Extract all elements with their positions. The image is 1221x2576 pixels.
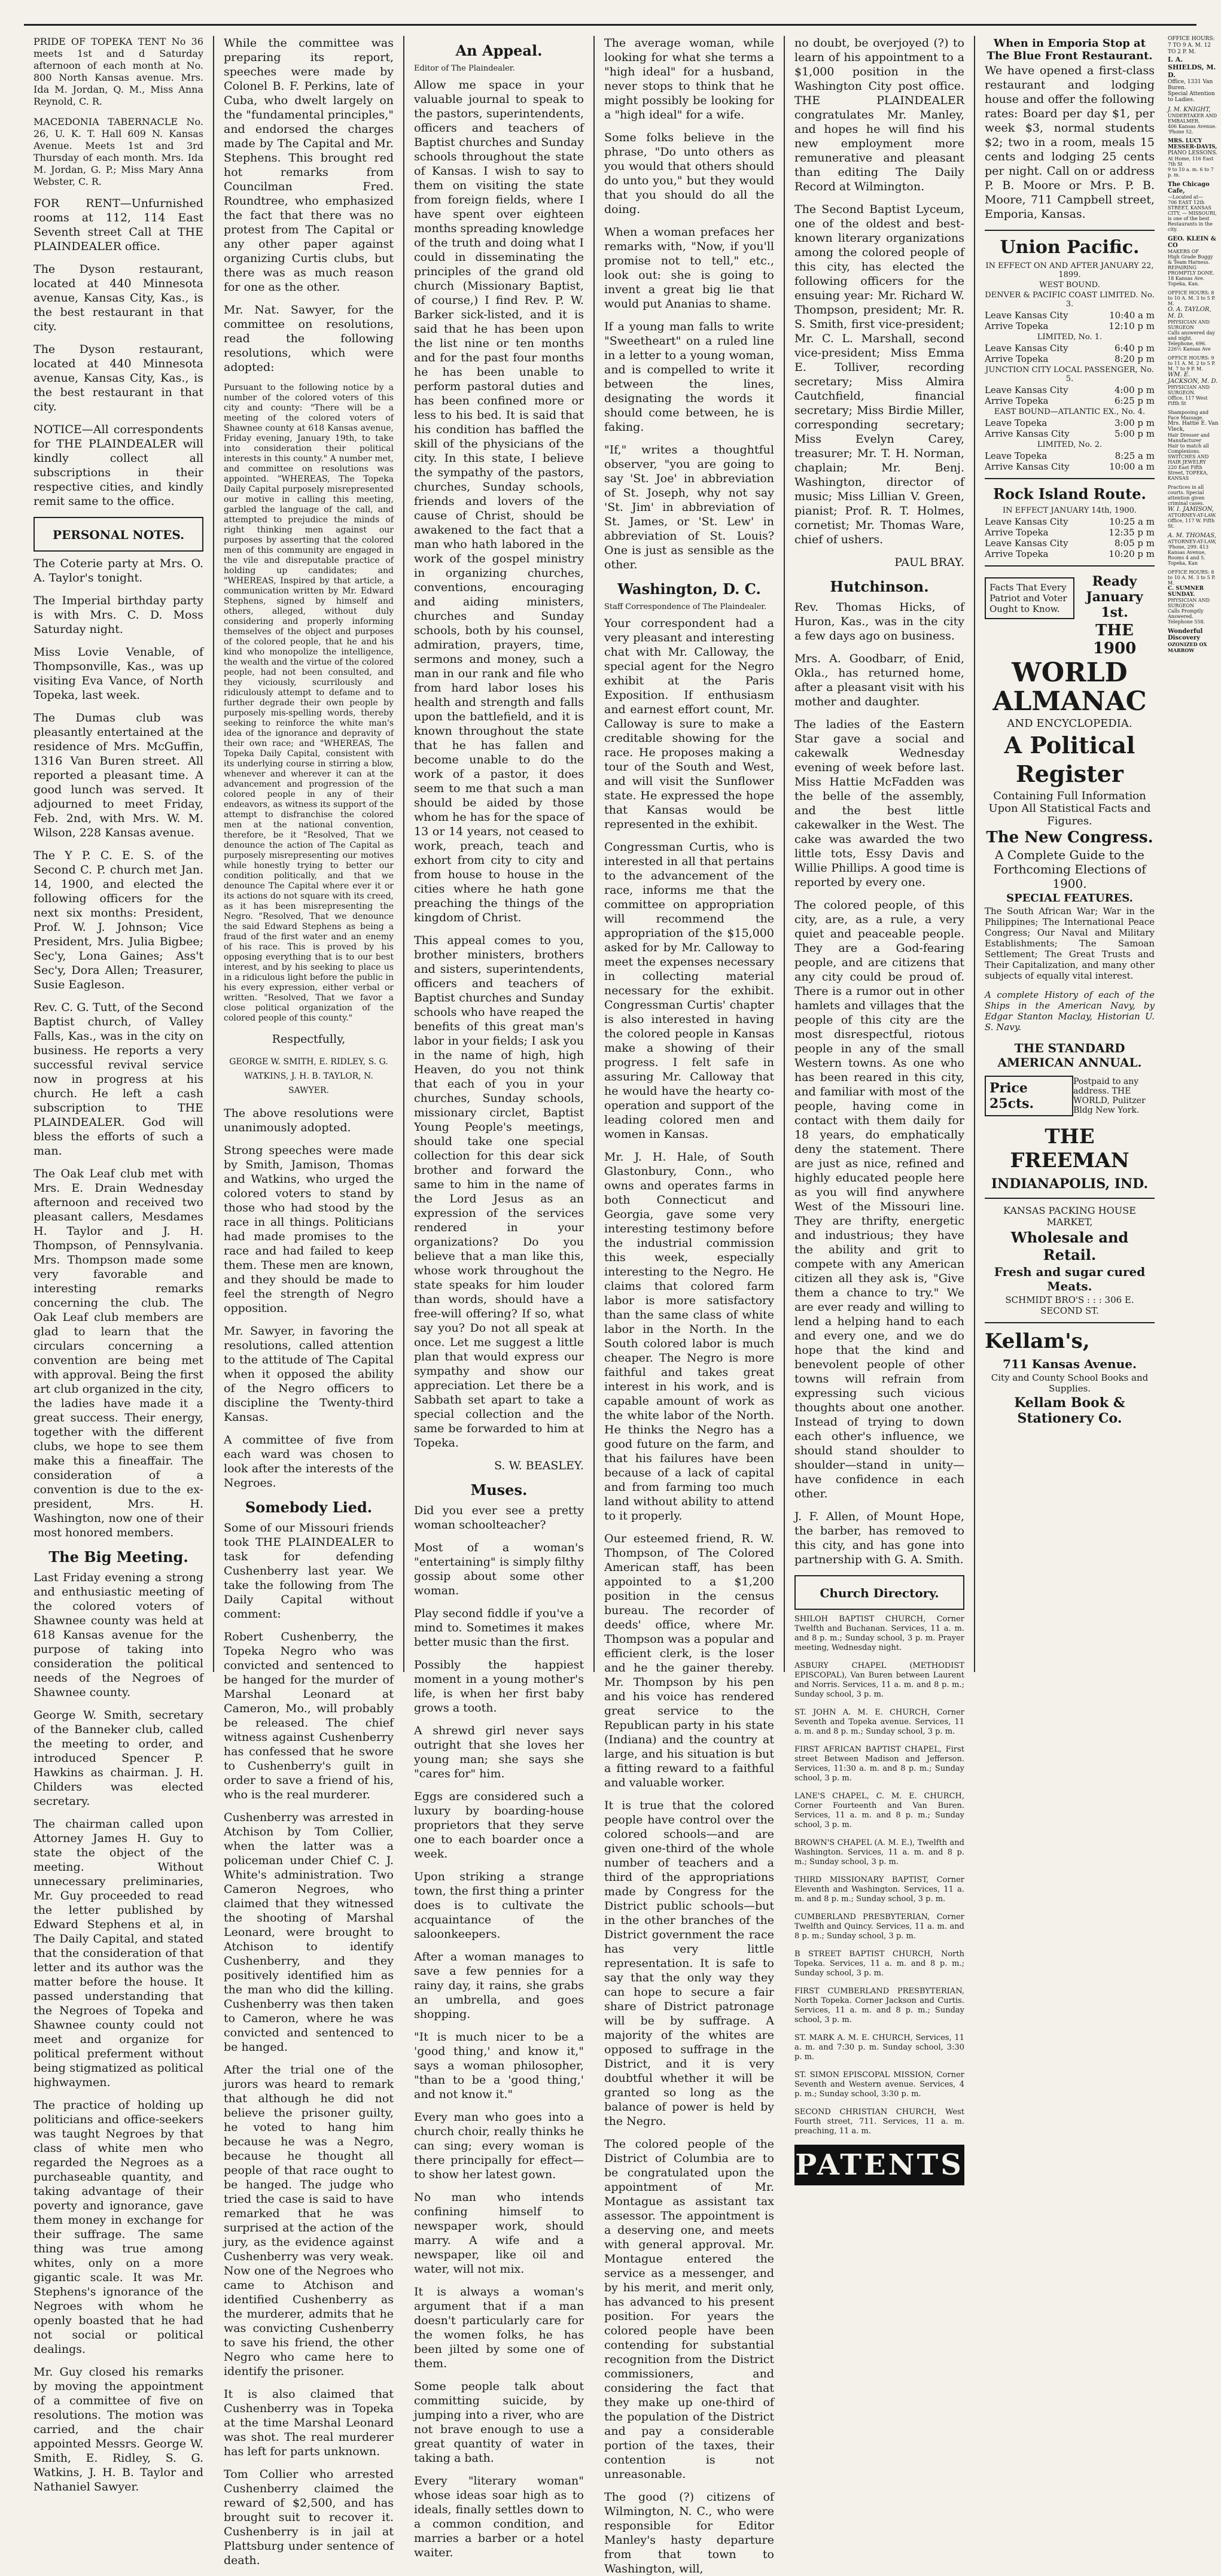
office-hours: OFFICE HOURS: 9 to 11 A. M. 2 to 5 P. M. 7 to 9 P. M. bbox=[1168, 355, 1216, 372]
article-paragraph: This appeal comes to you, brother ministers, brothers and sisters, superintendents, officers and teachers of Baptist churches and Sunday schools who have reaped the benefits of this great man's labor in your fields; I ask you in the name of high, high Heaven, do you not think that each of you in your churches, Sunday schools, missionary circlet, Baptist Young People's meetings, should take one special collection for this dear sick brother and forward the same to him in the name of the Lord Jesus as an expression of the services rendered in your organizations? Do you believe that a man like this, whose work throughout the state speaks for him louder than words, should have a free-will offering? If so, what say you? Do not all speak at once. Let me suggest a little plan that would express our sympathy and show our appreciation. Let there be a Sabbath set apart to take a special collection and the same be forwarded to him at Topeka. bbox=[414, 934, 584, 1450]
price-box: Price 25cts. bbox=[985, 1076, 1073, 1116]
article-paragraph: The chairman called upon Attorney James H. Guy to state the object of the meeting. Without unnecessary preliminaries, Mr. Guy proceeded to read the letter published by Edward Stephens et al, in The Daily Capital, and stated that the consideration of that letter and its author was the matter before the house. It passed understanding that the Negroes of Topeka and Shawnee county could not meet and organize for political preferment without being stigmatized as political highwaymen. bbox=[34, 1817, 203, 2089]
jamison-practice: Practices in all courts. Special attention given criminal cases. bbox=[1168, 485, 1205, 506]
train-name: EAST BOUND—ATLANTIC EX., No. 4. bbox=[994, 407, 1146, 416]
article-paragraph: Cushenberry was arrested in Atchison by Tom Collier, when the latter was a policeman under Chief C. J. White's administration. Two Cameron Negroes, who claimed that they witnessed the shooting of Marshal Leonard, were brought to Atchison to identify Cushenberry, and they positively identified him as the man who did the killing. Cushenberry was then taken to Cameron, where he was convicted and sentenced to be hanged. bbox=[224, 1811, 394, 2054]
personal-note: The Imperial birthday party is with Mrs. C. D. Moss Saturday night. bbox=[34, 594, 203, 636]
lodge-notice: MACEDONIA TABERNACLE No. 26, U. K. T. Hall 609 N. Kansas Avenue. Meets 1st and 3rd Thursday of each month. Mrs. Ida M. Jordan, G. P.; Miss Mary Anna Webster, C. R. bbox=[34, 116, 203, 187]
cafe-located: —Located at— bbox=[1168, 194, 1203, 200]
article-paragraph: Allow me space in your valuable journal to speak to the pastors, superintendents, officers and teachers of Baptist churches and Sunday schools throughout the state of Kansas. I wish to say to them on visiting the state from foreign fields, where I have spent over eighteen months spreading knowledge of the truth and doing what I could in disseminating the principles of the grand old church (Missionary Baptist, of course,) I find Rev. P. W. Barker sick-listed, and it is said that he has been upon the list nine or ten months and for the past four months he has been unable to perform pastoral duties and has been confined more or less to his bed. It is said that his condition has baffled the skill of the physicians of the city. In this state, I believe the sympathy of the pastors, churches, Sunday schools, friends and lovers of the cause of Christ, should be awakened to the fact that a man who hath labored in the work of the gospel ministry in organizing churches, conventions, encouraging and aiding ministers, churches and Sunday schools, both by his counsel, admiration, prayers, time, sermons and money, such a man in our rank and file who from hard labor loses his health and strength and falls upon the battlefield, and it is known throughout the state that he has fallen and become unable to do the work of a pastor, it does seem to me that such a man should be aided by those whom he has for the space of 13 or 14 years, not ceased to work, preach, teach and exhort from city to city and from house to house in the cities where he hath gone preaching the things of the kingdom of Christ. bbox=[414, 78, 584, 924]
train-name: LIMITED, No. 2. bbox=[1037, 440, 1103, 449]
special-features: SPECIAL FEATURES. bbox=[1006, 892, 1133, 905]
article-paragraph: Mr. Sawyer, in favoring the resolutions, called attention to the attitude of The Capital when it opposed the ability of the Negro officers to discipline the Twenty-third Kansas. bbox=[224, 1324, 394, 1424]
column-4 bbox=[595, 36, 784, 2575]
cafe-address: 706 EAST 12th STREET, KANSAS CITY, — MISSOURI, is one of the best Restaurants in the city. bbox=[1168, 200, 1217, 232]
emporia-title: When in Emporia Stop at The Blue Front Restaurant. bbox=[986, 37, 1153, 62]
article-paragraph: Congressman Curtis, who is interested in all that pertains to the advancement of the race, informs me that the committee on appropriation will recommend the appropriation of the $15,000 asked for by Mr. Calloway to meet the expenses necessary in collecting material necessary for the exhibit. Congressman Curtis' chapter is also interested in having the colored people in Kansas make a showing of their progress. I felt safe in assuring Mr. Calloway that he would have the hearty co-operation and support of the leading colored men and women in Kansas. bbox=[604, 841, 774, 1141]
timetable-row: Leave Kansas City 10:40 a m bbox=[985, 310, 1155, 321]
muse-item: Possibly the happiest moment in a young mother's life, is when her first baby grows a tooth. bbox=[414, 1658, 584, 1715]
train-name: LIMITED, No. 1. bbox=[1037, 333, 1103, 342]
column-6 bbox=[975, 36, 1164, 1672]
vleck-name: Mrs. Hattie E. Van Vleck, bbox=[1168, 421, 1219, 433]
muse-item: Some folks believe in the phrase, "Do unto others as you would that others should do unto you," but they would that you should do all the doing. bbox=[604, 131, 774, 216]
dyson-ad: The Dyson restaurant, located at 440 Minnesota avenue, Kansas City, Kas., is the best restaurant in that city. bbox=[34, 343, 203, 413]
west-bound: WEST BOUND. bbox=[1039, 281, 1100, 290]
ready-date: Ready January 1st. bbox=[1086, 574, 1143, 620]
klein-address: 18 Kansas Ave. Topeka, Kan. bbox=[1168, 276, 1205, 287]
knight-address: 406 Kansas Avenue. 'Phone 52. bbox=[1168, 124, 1217, 135]
navy-history: A complete History of each of the Ships in the American Navy, by Edgar Stanton Maclay, Historian U. S. Navy. bbox=[985, 989, 1155, 1033]
timetable-row: Arrive Topeka 12:35 p m bbox=[985, 527, 1155, 538]
vleck-hair: Hair to match all Complexions. bbox=[1168, 443, 1209, 454]
emporia-ad: We have opened a first-class restaurant and lodging house and offer the following rates: Board per day $1, per week $3, normal students $2; two in a room, meals 15 cents and lodging 25 cents per night. Call on or address P. B. Moore or Mrs. P. B. Moore, 711 Campbell street, Emporia, Kansas. bbox=[985, 64, 1155, 221]
article-paragraph: The colored people of the District of Columbia are to be congratulated upon the appointment of Mr. Montague as assistant tax assessor. The appointment is a deserving one, and meets with general approval. Mr. Montague entered the service as a messenger, and by his merit, and merit only, has advanced to his present position. For years the colored people have been contending for substantial recognition from the District commissioners, and considering the fact that they make up one-third of the population of the District and pay a considerable portion of the taxes, their contention is not unreasonable. bbox=[604, 2137, 774, 2481]
vleck-address: 220 East Fifth Street, TOPEKA, KANSAS bbox=[1168, 465, 1208, 481]
office-hours: OFFICE HOURS: 8 to 10 A. M. 3 to 5 P. M. bbox=[1168, 290, 1216, 306]
market-title: KANSAS PACKING HOUSE MARKET, bbox=[1003, 1205, 1136, 1228]
union-pacific-title: Union Pacific. bbox=[1000, 237, 1140, 258]
article-paragraph: Our esteemed friend, R. W. Thompson, of The Colored American staff, has been appointed to a $1,200 position in the census bureau. The recorder of deeds' office, where Mr. Thompson was a popular and efficient clerk, is the loser and he the gainer thereby. Mr. Thompson by his pen and his voice has rendered great service to the Republican party in his state (Indiana) and the country at large, and his situation is but a fitting reward to a faithful and valuable worker. bbox=[604, 1532, 774, 1789]
shields-special: Special Attention to Ladies. bbox=[1168, 91, 1215, 103]
shields-office: Office, 1331 Van Buren. bbox=[1168, 79, 1213, 91]
article-paragraph: The above resolutions were unanimously adopted. bbox=[224, 1107, 394, 1134]
taylor-title: PHYSICIAN AND SURGEON bbox=[1168, 319, 1210, 330]
timetable-row: Arrive Topeka 10:20 p m bbox=[985, 549, 1155, 559]
muse-item: The average woman, while looking for what she terms a "high ideal" for a husband, never stops to think that he might possibly be looking for a "high ideal" for a wife. bbox=[604, 36, 774, 121]
big-meeting-title: The Big Meeting. bbox=[48, 1548, 188, 1566]
muse-item: A shrewd girl never says outright that she loves her young man; she says she "cares for" him. bbox=[414, 1724, 584, 1780]
timetable-row: Arrive Topeka 12:10 p m bbox=[985, 321, 1155, 331]
article-paragraph: Mr. Guy closed his remarks by moving the appointment of a committee of five on resolutions. The motion was carried, and the chair appointed Messrs. George W. Smith, E. Ridley, S. G. Watkins, J. H. B. Taylor and Nathaniel Sawyer. bbox=[34, 2365, 203, 2493]
article-paragraph: Strong speeches were made by Smith, Jamison, Thomas and Watkins, who urged the colored voters to stand by those who had stood by the race in all things. Politicians had made promises to the race and had failed to keep them. These men are known, and they should be made to feel the strength of Negro opposition. bbox=[224, 1144, 394, 1315]
taylor-calls: Calls answered day and night. bbox=[1168, 330, 1215, 341]
market-address: SCHMIDT BRO'S : : : 306 E. SECOND ST. bbox=[1005, 1295, 1134, 1316]
personal-note: The Y P. C. E. S. of the Second C. P. church met Jan. 14, 1900, and elected the following officers for the next six months: President, Prof. W. J. Johnson; Vice President, Mrs. Julia Bigbee; Sec'y, Lona Gaines; Ass't Sec'y, Dora Allen; Treasurer, Susie Eagleson. bbox=[34, 849, 203, 991]
klein-repair: REPAIRING PROMPTLY DONE. bbox=[1168, 265, 1214, 276]
washington-dc-subtitle: Staff Correspondence of The Plaindealer. bbox=[604, 602, 767, 611]
taylor-phone: Telephone, 696. 226½ Kansas Ave bbox=[1168, 341, 1211, 352]
timetable-row: Arrive Topeka 6:25 p m bbox=[985, 395, 1155, 406]
article-paragraph: The practice of holding up politicians and office-seekers was taught Negroes by that class of white men who regarded the Negroes as a purchaseable quantity, and taking advantage of their poverty and ignorance, gave them money in exchange for their suffrage. The same thing was true among whites, only on a more gigantic scale. It was Mr. Stephens's ignorance of the Negroes with whom he openly boasted that he had not social or political dealings. bbox=[34, 2099, 203, 2356]
column-2 bbox=[214, 36, 403, 2567]
political-register-title: A Political Register bbox=[1004, 732, 1135, 787]
article-paragraph: It is true that the colored people have control over the colored schools—and are given one-third of the whole number of teachers and a third of the appropriations made by Congress for the District public schools—but in the other branches of the District government the race has very little representation. It is safe to say that the only way they can hope to secure a fair share of District patronage will be by suffrage. A majority of the whites are opposed to suffrage in the District, and it is very doubtful whether it will be granted so long as the balance of power is held by the Negro. bbox=[604, 1799, 774, 2128]
timetable-row: Leave Topeka 3:00 p m bbox=[985, 418, 1155, 428]
muse-item: Upon striking a strange town, the first thing a printer does is to cultivate the acquaintance of the saloonkeepers. bbox=[414, 1870, 584, 1941]
muse-item: Did you ever see a pretty woman schoolteacher? bbox=[414, 1504, 584, 1531]
market-wholesale: Wholesale and Retail. bbox=[1010, 1229, 1129, 1263]
appeal-title: An Appeal. bbox=[455, 42, 543, 59]
patents-ad: PATENTS bbox=[794, 2145, 964, 2185]
article-paragraph: Robert Cushenberry, the Topeka Negro who was convicted and sentenced to be hanged for the murder of Marshal Leonard at Cameron, Mo., will probably be released. The chief witness against Cushenberry has confessed that he swore to Cushenberry's guilt in order to save a friend of his, who is the real murderer. bbox=[224, 1630, 394, 1801]
washington-dc-title: Washington, D. C. bbox=[617, 580, 761, 598]
article-paragraph: Mrs. A. Goodbarr, of Enid, Okla., has returned home, after a pleasant visit with his mother and daughter. bbox=[794, 652, 964, 708]
for-rent-notice: FOR RENT—Unfurnished rooms at 112, 114 East Seventh street Call at THE PLAINDEALER office. bbox=[34, 197, 203, 253]
market-meats: Fresh and sugar cured Meats. bbox=[994, 1265, 1146, 1293]
church-entry: THIRD MISSIONARY BAPTIST, Corner Eleventh and Washington. Services, 11 a. m. and 8 p. m.; Sunday school, 3 p. m. bbox=[794, 1875, 964, 1904]
personal-note: The Coterie party at Mrs. O. A. Taylor's tonight. bbox=[34, 557, 203, 584]
sunday-name: C. SUMNER SUNDAY. bbox=[1168, 586, 1204, 598]
world-almanac-title: WORLD ALMANAC bbox=[992, 657, 1147, 717]
personal-notes-title: PERSONAL NOTES. bbox=[52, 528, 185, 542]
article-paragraph: Mr. Nat. Sawyer, for the committee on resolutions, read the following resolutions, which were adopted: bbox=[224, 303, 394, 374]
muse-item: "If," writes a thoughtful observer, "you are going to say 'St. Joe' in abbreviation of St. Joseph, why not say 'St. Jim' in abbreviation of St. James, or 'St. Lew' in abbreviation of St. Louis? One is just as sensible as the other. bbox=[604, 443, 774, 571]
church-entry: ST. JOHN A. M. E. CHURCH, Corner Seventh and Topeka avenue. Services, 11 a. m. and 8 p. m.; Sunday school, 3 p. m. bbox=[794, 1708, 964, 1736]
column-3 bbox=[404, 36, 593, 2559]
article-paragraph: Rev. Thomas Hicks, of Huron, Kas., was in the city a few days ago on business. bbox=[794, 601, 964, 643]
muse-item: Some people talk about committing suicide, by jumping into a river, who are not brave enough to use a great quantity of water in taking a bath. bbox=[414, 2380, 584, 2465]
muse-item: When a woman prefaces her remarks with, "Now, if you'll promise not to tell," etc., look out: she is going to invent a great big lie that would put Ananias to shame. bbox=[604, 226, 774, 310]
article-paragraph: J. F. Allen, of Mount Hope, the barber, has removed to this city, and has gone into partnership with G. A. Smith. bbox=[794, 1510, 964, 1566]
union-pacific-subtitle: IN EFFECT ON AND AFTER JANUARY 22, 1899. bbox=[985, 261, 1154, 279]
jackson-name: WM. E. JACKSON, M. D. bbox=[1168, 372, 1218, 385]
personal-note: Rev. C. G. Tutt, of the Second Baptist church, of Valley Falls, Kas., was in the city on business. He reports a very successful revival service now in progress at his church. He left a cash subscription to THE PLAINDEALER. God will bless the efforts of such a man. bbox=[34, 1001, 203, 1158]
facts-box: Facts That Every Patriot and Voter Ought to Know. bbox=[985, 577, 1074, 619]
church-entry: SECOND CHRISTIAN CHURCH, West Fourth street, 711. Services, 11 a. m. preaching, 11 a. m. bbox=[794, 2108, 964, 2136]
article-paragraph: Some of our Missouri friends took THE PLAINDEALER to task for defending Cushenberry last year. We take the following from The Daily Capital without comment: bbox=[224, 1521, 394, 1621]
appeal-signature: S. W. BEASLEY. bbox=[494, 1459, 584, 1472]
church-entry: ST. MARK A. M. E. CHURCH, Services, 11 a. m. and 7:30 p. m. Sunday school, 3:30 p. m. bbox=[794, 2033, 964, 2062]
jamison-office: Office, 117 W. Fifth St. bbox=[1168, 518, 1215, 529]
church-entry: ASBURY CHAPEL (METHODIST EPISCOPAL), Van Buren between Laurent and Norris. Services, 11 a. m. and 8 p. m.; Sunday school, 3 p. m. bbox=[794, 1661, 964, 1699]
timetable-row: Arrive Topeka 8:20 p m bbox=[985, 354, 1155, 364]
church-entry: BROWN'S CHAPEL (A. M. E.), Twelfth and Washington. Services, 11 a. m. and 8 p. m.; Sunday school, 3 p. m. bbox=[794, 1838, 964, 1866]
muse-item: Every "literary woman" whose ideas soar high as to ideals, finally settles down to a common condition, and marries a barber or a hotel waiter. bbox=[414, 2474, 584, 2559]
column-5 bbox=[785, 36, 974, 2182]
muses-title: Muses. bbox=[470, 1481, 528, 1499]
muse-item: No man who intends confining himself to newspaper work, should marry. A wife and a newspaper, like oil and water, will not mix. bbox=[414, 2191, 584, 2276]
rock-island-title: Rock Island Route. bbox=[993, 485, 1146, 503]
davis-lessons: PIANO LESSONS. bbox=[1168, 150, 1217, 156]
dyson-ad: The Dyson restaurant, located at 440 Minnesota avenue, Kansas City, Kas., is the best restaurant in that city. bbox=[34, 263, 203, 333]
timetable-row: Leave Kansas City 10:25 a m bbox=[985, 516, 1155, 527]
jamison-title: ATTORNEY-AT-LAW. bbox=[1168, 513, 1217, 518]
postpaid: Postpaid to any address. THE WORLD, Pulitzer Bldg New York. bbox=[1073, 1077, 1146, 1115]
column-1 bbox=[24, 36, 213, 2493]
year-label: THE 1900 bbox=[1092, 622, 1137, 657]
kellam-address: 711 Kansas Avenue. bbox=[1003, 1357, 1137, 1371]
new-congress: The New Congress. bbox=[986, 829, 1153, 847]
kellam-title: Kellam's, bbox=[985, 1329, 1090, 1353]
appeal-subtitle: Editor of The Plaindealer. bbox=[414, 64, 515, 73]
knight-trade: UNDERTAKER AND EMBALMER. bbox=[1168, 113, 1217, 124]
office-hours: OFFICE HOURS: 8 to 10 A. M. 3 to 5 P. M. bbox=[1168, 570, 1216, 586]
article-paragraph: While the committee was preparing its report, speeches were made by Colonel B. F. Perkins, late of Cuba, who dwelt largely on the "fundamental principles," and endorsed the charges made by The Capital and Mr. Stephens. This brought red hot remarks from Councilman Fred. Roundtree, who emphasized the fact that there was no protest from The Capital or any other paper against organizing Curtis clubs, but there was as much reason for one as the other. bbox=[224, 36, 394, 294]
church-entry: LANE'S CHAPEL, C. M. E. CHURCH, Corner Fourteenth and Van Buren. Services, 11 a. m. and 8 p. m.; Sunday school, 3 p. m. bbox=[794, 1792, 964, 1829]
kellam-company: Kellam Book & Stationery Co. bbox=[1014, 1395, 1125, 1426]
klein-name: GEO. KLEIN & CO bbox=[1168, 236, 1216, 249]
article-paragraph: no doubt, be overjoyed (?) to learn of his appointment to a $1,000 position in the Washington City post office. THE PLAINDEALER congratulates Mr. Manley, and hopes he will find his new employment more remunerative and pleasant than editing The Daily Record at Wilmington. bbox=[794, 36, 964, 193]
ox-marrow: OZONIZED OX MARROW bbox=[1168, 641, 1207, 653]
register-subtitle: Containing Full Information Upon All Statistical Facts and Figures. bbox=[988, 790, 1151, 827]
train-name: DENVER & PACIFIC COAST LIMITED. No. 3. bbox=[985, 291, 1155, 309]
article-paragraph: Your correspondent had a very pleasant and interesting chat with Mr. Calloway, the special agent for the Negro exhibit at the Paris Exposition. If enthusiasm and earnest effort count, Mr. Calloway is sure to make a creditable showing for the race. He proposes making a tour of the South and West, and will visit the Sunflower state. He expressed the hope that Kansas would be represented in the exhibit. bbox=[604, 617, 774, 831]
personal-note: The Dumas club was pleasantly entertained at the residence of Mrs. McGuffin, 1316 Van Buren street. All reported a pleasant time. A good lunch was served. It adjourned to meet Friday, Feb. 2nd, with Mrs. W. M. Wilson, 228 Kansas avenue. bbox=[34, 711, 203, 839]
church-entry: FIRST AFRICAN BAPTIST CHAPEL, First street Between Madison and Jefferson. Services, 11:30 a. m. and 8 p. m.; Sunday school, 3 p. m. bbox=[794, 1745, 964, 1783]
timetable-row: Arrive Kansas City 5:00 p m bbox=[985, 428, 1155, 439]
thomas-title: ATTORNEY-AT-LAW, bbox=[1168, 539, 1217, 544]
article-paragraph: A committee of five from each ward was chosen to look after the interests of the Negroes. bbox=[224, 1433, 394, 1490]
davis-name: MRS. LUCY MESSER-DAVIS, bbox=[1168, 138, 1217, 150]
office-hours: OFFICE HOURS: 7 TO 9 A. M. 12 TO 2 P. M. bbox=[1168, 36, 1215, 55]
muse-item: Play second fiddle if you've a mind to. Sometimes it makes better music than the first. bbox=[414, 1607, 584, 1649]
church-entry: ST. SIMON EPISCOPAL MISSION, Corner Seventh and Western avenue. Services, 4 p. m.; Sunday school, 3:30 p. m. bbox=[794, 2070, 964, 2099]
timetable-row: Leave Kansas City 4:00 p m bbox=[985, 385, 1155, 395]
column-7 bbox=[1165, 36, 1221, 1672]
article-paragraph: It is also claimed that Cushenberry was in Topeka at the time Marshal Leonard was shot. The real murderer has left for parts unknown. bbox=[224, 2388, 394, 2458]
article-paragraph: George W. Smith, secretary of the Banneker club, called the meeting to order, and introduced Spencer P. Hawkins as chairman. J. H. Childers was elected secretary. bbox=[34, 1709, 203, 1808]
personal-note: Miss Lovie Venable, of Thompsonville, Kas., was up visiting Eva Vance, of North Topeka, last week. bbox=[34, 645, 203, 702]
respectfully: Respectfully, bbox=[272, 1033, 346, 1046]
signers: GEORGE W. SMITH, E. RIDLEY, S. G. WATKINS, J. H. B. TAYLOR, N. SAWYER. bbox=[229, 1057, 388, 1095]
jackson-office: Office, 117 West Fifth St bbox=[1168, 395, 1208, 406]
sunday-title: PHYSICIAN AND SURGEON bbox=[1168, 598, 1210, 608]
article-paragraph: After the trial one of the jurors was heard to remark that although he did not believe the prisoner guilty, he voted to hang him because he was a Negro, because he thought all people of that race ought to be hanged. The judge who tried the case is said to have remarked that he was surprised at the action of the jury, as the evidence against Cushenberry was very weak. Now one of the Negroes who came to Atchison and identified Cushenberry as the murderer, admits that he was convicting Cushenberry to save his friend, the other Negro who came here to identify the prisoner. bbox=[224, 2063, 394, 2378]
somebody-lied-title: Somebody Lied. bbox=[245, 1499, 373, 1516]
thomas-name: A. M. THOMAS, bbox=[1168, 532, 1216, 539]
article-paragraph: Tom Collier who arrested Cushenberry claimed the reward of $2,500, and has brought suit to recover it. Cushenberry is in jail at Plattsburg under sentence of death. bbox=[224, 2468, 394, 2567]
vleck-jewelry: SWITCHES AND HAIR JEWELRY bbox=[1168, 454, 1209, 465]
timetable-row: Leave Kansas City 8:05 p m bbox=[985, 538, 1155, 549]
church-entry: B STREET BAPTIST CHURCH, North Topeka. Services, 11 a. m. and 8 p. m.; Sunday school, 3 p. m. bbox=[794, 1950, 964, 1978]
top-rule bbox=[24, 6, 1196, 26]
davis-home: At Home, 116 East 7th St bbox=[1168, 156, 1214, 167]
muse-item: It is always a woman's argument that if a man doesn't particularly care for the women folks, he has been jilted by some one of them. bbox=[414, 2285, 584, 2370]
jamison-name: W. I. JAMISON, bbox=[1168, 506, 1214, 513]
lodge-notice: PRIDE OF TOPEKA TENT No 36 meets 1st and d Saturday afternoon of each month at No. 800 North Kansas avenue. Mrs. Ida M. Jordan, Q. M., Miss Anna Reynold, C. R. bbox=[34, 36, 203, 107]
kellam-books: City and County School Books and Supplies. bbox=[991, 1372, 1149, 1394]
correspondents-notice: NOTICE—All correspondents for THE PLAINDEALER will kindly collect all subscriptions in their respective cities, and kindly remit same to the office. bbox=[34, 423, 203, 508]
discovery-title: Wonderful Discovery bbox=[1168, 628, 1203, 641]
vleck-service: Shampooing and Face Massage. bbox=[1168, 410, 1209, 421]
article-paragraph: Last Friday evening a strong and enthusiastic meeting of the colored voters of Shawnee county was held at 618 Kansas avenue for the purpose of taking into consideration the political needs of the Negroes of Shawnee county. bbox=[34, 1571, 203, 1699]
muse-item: If a young man falls to write "Sweetheart" on a ruled line in a letter to a young woman, and is compelled to write it between the lines, designating the words it should come between, he is faking. bbox=[604, 320, 774, 434]
personal-note: The Oak Leaf club met with Mrs. E. Drain Wednesday afternoon and received two pleasant callers, Mesdames H. Taylor and J. H. Thompson, of Pennsylvania. Mrs. Thompson made some very favorable and interesting remarks concerning the club. The Oak Leaf club members are glad to learn that the circulars concerning a convention are being met with approval. Being the first art club organized in the city, the ladies have made it a great success. Their energy, together with the different clubs, we hope to see them make this a fineaffair. The consideration of a convention is due to the ex-president, Mrs. H. Washington, now one of their most honored members. bbox=[34, 1167, 203, 1539]
klein-makers: MAKERS OF bbox=[1168, 249, 1199, 254]
muse-item: "It is much nicer to be a 'good thing,' and know it," says a woman philosopher, "than to be a 'good thing,' and not know it." bbox=[414, 2030, 584, 2101]
timetable-row: Arrive Kansas City 10:00 a m bbox=[985, 461, 1155, 472]
dc-signature: PAUL BRAY. bbox=[894, 556, 964, 569]
church-entry: SHILOH BAPTIST CHURCH, Corner Twelfth and Buchanan. Services, 11 a. m. and 8 p. m.; Sunday school, 3 p. m. Prayer meeting, Wednesday night. bbox=[794, 1615, 964, 1652]
muse-item: Eggs are considered such a luxury by boarding-house proprietors that they serve one to each boarder once a week. bbox=[414, 1790, 584, 1861]
timetable-row: Leave Topeka 8:25 a m bbox=[985, 450, 1155, 461]
church-entry: FIRST CUMBERLAND PRESBYTERIAN, North Topeka. Corner Jackson and Curtis. Services, 11 a. m. and 8 p. m.; Sunday school, 3 p. m. bbox=[794, 1987, 964, 2024]
freeman-title: THE FREEMAN bbox=[1010, 1125, 1129, 1173]
article-paragraph: The good (?) citizens of Wilmington, N. C., who were responsible for Editor Manley's hasty departure from that town to Washington, will, bbox=[604, 2490, 774, 2575]
indianapolis: INDIANAPOLIS, IND. bbox=[991, 1176, 1149, 1192]
special-features-text: The South African War; War in the Philippines; The International Peace Congress; Our Naval and Military Establishments; The Samoan Settlement; The Great Trusts and Their Capitalization, and many other subjects of equally vital interest. bbox=[985, 906, 1155, 981]
article-paragraph: Mr. J. H. Hale, of South Glastonbury, Conn., who owns and operates farms in both Connecticut and Georgia, gave some very interesting testimony before the industrial commission this week, especially interesting to the Negro. He claims that colored farm labor is more satisfactory than the same class of white labor in the North. In the South colored labor is much cheaper. The Negro is more faithful and takes great interest in his work, and is capable amount of work as the white labor of the North. He thinks the Negro has a good future on the farm, and that his failures have been because of a lack of capital and from farming too much land without ability to attend to it properly. bbox=[604, 1150, 774, 1523]
knight-name: J. M. KNIGHT, bbox=[1168, 106, 1211, 113]
taylor-name: O. A. TAYLOR, M. D. bbox=[1168, 306, 1211, 319]
davis-hours: 9 to 10 a. m. 6 to 7 p. m. bbox=[1168, 167, 1214, 178]
muse-item: Most of a woman's "entertaining" is simply filthy gossip about some other woman. bbox=[414, 1541, 584, 1597]
hutchinson-title: Hutchinson. bbox=[830, 578, 929, 595]
shields-name: I. A. SHIELDS, M. D. bbox=[1168, 56, 1216, 79]
standard-annual: THE STANDARD AMERICAN ANNUAL. bbox=[997, 1041, 1142, 1070]
resolutions-text: Pursuant to the following notice by a number of the colored voters of this city and county: "There will be a meeting of the colored voters of Shawnee county at 618 Kansas avenue, Friday evening, January 19th, to take into consideration their political interests in this county." A number met, and committee on resolutions was appointed. "WHEREAS, The Topeka Daily Capital purposely misrepresented our motive in calling this meeting, garbled the language of the call, and attempted to prejudice the minds of right thinking men against our purposes by asserting that the colored men of this community are engaged in the vile and disreputable practice of holding up candidates; and "WHEREAS, Inspired by that article, a communication written by Mr. Edward Stephens, signed by himself and others, alleged, without duly considering and properly informing themselves of the object and purposes of the colored people, that he and his kind who monopolize the intelligence, the wealth and the virtue of the colored people, had not been consulted, and they viciously, scurrilously and ridiculously attempt to defame and to further degrade their own people by purposely mis-spelling words, thereby seeking to reinforce the white man's idea of the ignorance and depravity of their own race; and "WHEREAS, The Topeka Daily Capital, consistent with its underlying course in stirring a blow, whenever and wherever it can at the advancement and progression of the colored people in any of their endeavors, as witness its support of the attempt to disfranchise the colored men at the national convention, therefore, be it "Resolved, That we denounce the action of The Capital as purposely misrepresenting our motives while honestly trying to better our condition politically, and that we denounce The Capital where ever it or its actions do not square with its creed, as it has been misrepresenting the Negro. "Resolved, That we denounce the said Edward Stephens as being a fraud of the first water and an enemy of his race. This is proved by his opposing everything that is to our best interest, and by his seeking to place us in a ridiculous light before the public in his every expression, either verbal or written. "Resolved, That we favor a close political organization of the colored people of this county." bbox=[224, 383, 394, 1023]
sunday-calls: Calls Promptly Answered. Telephone 558. bbox=[1168, 608, 1205, 625]
article-paragraph: The ladies of the Eastern Star gave a social and cakewalk Wednesday evening of week before last. Miss Hattie McFadden was the belle of the assembly, and the best little cakewalker in the West. The cake was awarded the two little tots, Essy Davis and Willie Phillips. A good time is reported by every one. bbox=[794, 718, 964, 889]
vleck-trade: Hair Dresser and Manufacturer bbox=[1168, 433, 1210, 443]
klein-harness: High Grade Buggy & Team Harness. bbox=[1168, 254, 1213, 265]
jackson-title: PHYSICIAN AND SURGEON. bbox=[1168, 385, 1210, 395]
church-entry: CUMBERLAND PRESBYTERIAN, Corner Twelfth and Quincy. Services, 11 a. m. and 8 p. m.; Sunday school, 3 p. m. bbox=[794, 1913, 964, 1941]
article-paragraph: The Second Baptist Lyceum, one of the oldest and best-known literary organizations among the colored people of this city, has elected the following officers for the ensuing year: Mr. Richard W. Thompson, president; Mr. R. S. Smith, first vice-president; Mr. C. L. Marshall, second vice-president; Miss Emma E. Tolliver, recording secretary; Miss Almira Cautchfield, financial secretary; Miss Birdie Miller, corresponding secretary; Miss Evelyn Carey, treasurer; Mr. T. H. Norman, chaplain; Mr. Benj. Washington, director of music; Miss Lillian V. Green, pianist; Prof. R. T. Holmes, cornetist; Mr. Thomas Ware, chief of ushers. bbox=[794, 203, 964, 546]
thomas-address: 'Phone, 299. 413 Kansas Avenue, Rooms 4 and 5. Topeka, Kan bbox=[1168, 544, 1209, 566]
cafe-name: The Chicago Cafe, bbox=[1168, 181, 1210, 194]
train-name: JUNCTION CITY LOCAL PASSENGER, No. 5. bbox=[985, 366, 1154, 383]
almanac-subtitle: AND ENCYCLOPEDIA. bbox=[1007, 717, 1132, 730]
rock-island-subtitle: IN EFFECT JANUARY 14th, 1900. bbox=[1002, 506, 1137, 515]
election-guide: A Complete Guide to the Forthcoming Elections of 1900. bbox=[993, 848, 1146, 891]
muse-item: Every man who goes into a church choir, really thinks he can sing; every woman is there principally for effect—to show her latest gown. bbox=[414, 2111, 584, 2181]
timetable-row: Leave Kansas City 6:40 p m bbox=[985, 343, 1155, 354]
church-directory-title: Church Directory. bbox=[820, 1586, 939, 1600]
article-paragraph: The colored people, of this city, are, as a rule, a very quiet and peaceable people. They are a God-fearing people, and are citizens that any city could be proud of. There is a rumor out in other hamlets and villages that the people of this city are the most disrespectful, riotous people in any of the small Western towns. As one who has been reared in this city, and familiar with most of the people, having come in contact with them daily for 18 years, do emphatically deny the statement. There are just as nice, refined and highly educated people here as you will find anywhere West of the Missouri line. They are thrifty, energetic and industrious; they have the ability and grit to compete with any American citizen all they ask is, "Give them a chance to try." We are ever ready and willing to lend a helping hand to each and every one, and we do hope that the kind and benevolent people of other towns will refrain from expressing such vicious thoughts about one another. Instead of trying to down each other's influence, we should stand shoulder to shoulder—stand in unity—have confidence in each other. bbox=[794, 899, 964, 1500]
muse-item: After a woman manages to save a few pennies for a rainy day, it rains, she grabs an umbrella, and goes shopping. bbox=[414, 1950, 584, 2021]
